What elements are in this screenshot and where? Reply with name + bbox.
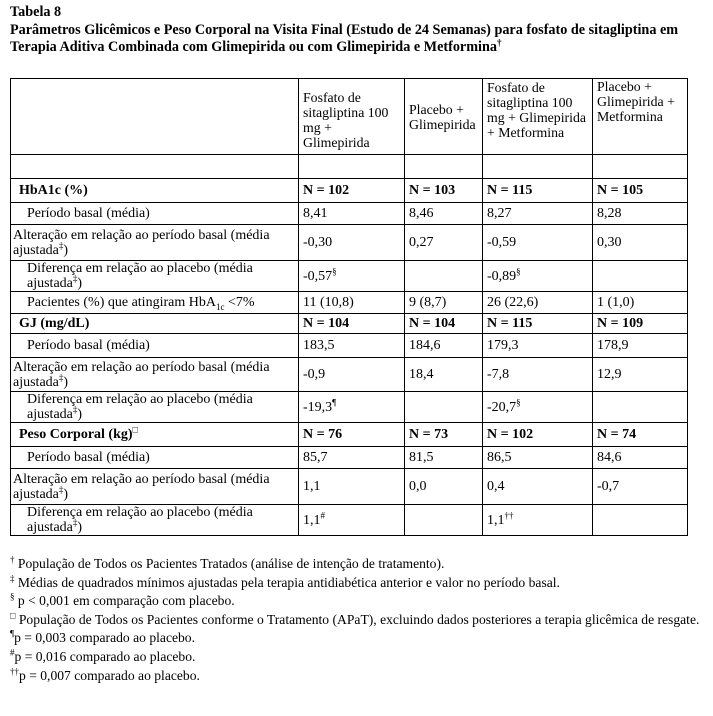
- footnote: [10, 611, 705, 630]
- footnote-mark: ‡: [58, 239, 64, 250]
- table-cell: [299, 261, 405, 292]
- footnote-text: Médias de quadrados mínimos ajustadas pela terapia antidiabética anterior e valor no período basal.: [14, 574, 560, 590]
- spacer-row: [11, 155, 688, 179]
- footnote-text: p = 0,003 comparado ao placebo.: [14, 630, 196, 646]
- footnote-text: População de Todos os Pacientes Tratados (análise de intenção de tratamento).: [14, 556, 445, 571]
- section-label: GJ (mg/dL): [11, 314, 299, 334]
- table-cell: [593, 392, 688, 423]
- cell-value: 1,1: [303, 512, 321, 528]
- table-cell: 8,41: [299, 203, 405, 225]
- footnote-mark: ‡: [72, 517, 78, 528]
- table-cell: 179,3: [483, 334, 593, 358]
- table-cell: [405, 505, 483, 536]
- spacer-cell: [299, 155, 405, 179]
- table-cell: 8,46: [405, 203, 483, 225]
- table-cell: 1 (1,0): [593, 292, 688, 314]
- footnote-mark: □: [132, 424, 138, 435]
- header-empty-cell: [11, 79, 299, 155]
- footnote-mark: ¶: [10, 628, 15, 639]
- cell-value: -19,3: [303, 399, 333, 415]
- footnote-text: População de Todos os Pacientes conforme o Tratamento (APaT), excluindo dados posteriores a terapia glicêmica de resgate.: [15, 611, 700, 627]
- table-title: [10, 4, 705, 57]
- footnote-mark: ‡: [10, 573, 15, 584]
- row-label: Período basal (média): [11, 334, 299, 358]
- table-cell: [483, 505, 593, 536]
- section-label-text: Peso Corporal (kg): [19, 427, 133, 442]
- footnote: [10, 592, 705, 611]
- footnote-mark: ‡: [72, 273, 78, 284]
- table-row: [11, 203, 688, 225]
- table-cell: 8,28: [593, 203, 688, 225]
- footnote: [10, 629, 705, 648]
- table-row: [11, 334, 688, 358]
- row-label: [11, 358, 299, 392]
- table-cell: 0,30: [593, 225, 688, 261]
- row-label-text: Alteração em relação ao período basal (média ajustada: [13, 471, 270, 502]
- table-row: [11, 505, 688, 536]
- footnote-text: p < 0,001 em comparação com placebo.: [14, 593, 235, 609]
- row-label-text: Alteração em relação ao período basal (média ajustada: [13, 227, 270, 258]
- row-label-end: ): [63, 242, 69, 258]
- table-cell: 9 (8,7): [405, 292, 483, 314]
- footnote-text: p = 0,016 comparado ao placebo.: [14, 648, 196, 664]
- table-cell: -0,30: [299, 225, 405, 261]
- column-header-2: Placebo + Glimepirida: [405, 79, 483, 155]
- table-row: [11, 261, 688, 292]
- row-label: [11, 469, 299, 505]
- row-label-subscript: 1c: [215, 301, 225, 312]
- table-cell: 12,9: [593, 358, 688, 392]
- footnote-mark: #: [320, 509, 325, 520]
- table-cell: 81,5: [405, 447, 483, 469]
- column-header-3: Fosfato de sitagliptina 100 mg + Glimepirida + Metformina: [483, 79, 593, 155]
- table-cell: [405, 392, 483, 423]
- table-row: [11, 447, 688, 469]
- cell-value: -20,7: [487, 399, 517, 415]
- table-row: [11, 469, 688, 505]
- row-label-text: Diferença em relação ao placebo (média ajustada: [27, 505, 253, 535]
- footnote-mark: §: [516, 265, 521, 276]
- section-label: HbA1c (%): [11, 179, 299, 203]
- footnote: [10, 555, 705, 574]
- table-cell: 0,27: [405, 225, 483, 261]
- footnote-mark: ††: [10, 666, 19, 677]
- table-cell: 18,4: [405, 358, 483, 392]
- row-label-text: Alteração em relação ao período basal (média ajustada: [13, 359, 270, 390]
- n-value: N = 115: [483, 314, 593, 334]
- row-label: Período basal (média): [11, 447, 299, 469]
- row-label: [11, 261, 299, 292]
- table-row: [11, 225, 688, 261]
- table-cell: 86,5: [483, 447, 593, 469]
- n-value: N = 102: [299, 179, 405, 203]
- n-value: N = 115: [483, 179, 593, 203]
- table-label: Tabela 8: [10, 4, 62, 20]
- footnote-mark: †: [10, 554, 15, 565]
- results-table: [10, 78, 688, 536]
- table-cell: 0,0: [405, 469, 483, 505]
- cell-value: -0,57: [303, 268, 333, 284]
- spacer-cell: [483, 155, 593, 179]
- footnote-mark: □: [10, 610, 16, 621]
- row-label-end: ): [63, 486, 69, 502]
- n-value: N = 105: [593, 179, 688, 203]
- table-cell: [405, 261, 483, 292]
- n-value: N = 74: [593, 423, 688, 447]
- footnote-mark: §: [10, 591, 15, 602]
- footnote-text: p = 0,007 comparado ao placebo.: [19, 667, 200, 683]
- footnote-mark: ‡: [72, 404, 78, 415]
- spacer-cell: [593, 155, 688, 179]
- column-header-1: Fosfato de sitagliptina 100 mg + Glimepirida: [299, 79, 405, 155]
- footnote-mark: ¶: [332, 396, 337, 407]
- footnotes: [10, 555, 705, 685]
- header-row: [11, 79, 688, 155]
- n-value: N = 103: [405, 179, 483, 203]
- row-label-end: ): [77, 276, 83, 291]
- row-label: [11, 505, 299, 536]
- row-label-text: Diferença em relação ao placebo (média ajustada: [27, 392, 253, 422]
- row-label-end: ): [63, 374, 69, 390]
- table-cell: [299, 392, 405, 423]
- n-value: N = 104: [299, 314, 405, 334]
- n-value: N = 104: [405, 314, 483, 334]
- row-label: Período basal (média): [11, 203, 299, 225]
- footnote-mark: #: [10, 647, 15, 658]
- table-cell: [483, 392, 593, 423]
- table-row: [11, 392, 688, 423]
- row-label: [11, 292, 299, 314]
- cell-value: 1,1: [487, 512, 505, 528]
- n-value: N = 109: [593, 314, 688, 334]
- table-caption: Parâmetros Glicêmicos e Peso Corporal na Visita Final (Estudo de 24 Semanas) para fosfato de sitagliptina em Terapia Aditiva Combinada com Glimepirida ou com Glimepirida e Metformina: [10, 21, 679, 55]
- table-cell: [593, 261, 688, 292]
- table-cell: 85,7: [299, 447, 405, 469]
- column-header-4: Placebo + Glimepirida + Metformina: [593, 79, 688, 155]
- row-label-end: <7%: [224, 295, 255, 310]
- spacer-cell: [11, 155, 299, 179]
- table-cell: [483, 261, 593, 292]
- section-label: [11, 423, 299, 447]
- footnote-mark: ††: [504, 509, 514, 520]
- row-label: [11, 225, 299, 261]
- footnote: [10, 574, 705, 593]
- table-cell: 11 (10,8): [299, 292, 405, 314]
- footnote-mark: §: [332, 265, 337, 276]
- row-label-text: Pacientes (%) que atingiram HbA: [27, 295, 216, 310]
- section-row-gj: [11, 314, 688, 334]
- footnote-mark: ‡: [58, 371, 64, 382]
- table-cell: [299, 505, 405, 536]
- table-row: [11, 358, 688, 392]
- row-label-end: ): [77, 407, 83, 422]
- table-cell: 84,6: [593, 447, 688, 469]
- table-cell: [593, 505, 688, 536]
- table-cell: 1,1: [299, 469, 405, 505]
- section-row-hba1c: [11, 179, 688, 203]
- n-value: N = 102: [483, 423, 593, 447]
- footnote: [10, 667, 705, 686]
- table-cell: 26 (22,6): [483, 292, 593, 314]
- n-value: N = 73: [405, 423, 483, 447]
- cell-value: -0,89: [487, 268, 517, 284]
- row-label-end: ): [77, 520, 83, 535]
- table-cell: 8,27: [483, 203, 593, 225]
- table-cell: 183,5: [299, 334, 405, 358]
- table-cell: -0,7: [593, 469, 688, 505]
- footnote-mark: §: [516, 396, 521, 407]
- table-cell: 0,4: [483, 469, 593, 505]
- table-cell: -0,9: [299, 358, 405, 392]
- footnote: [10, 648, 705, 667]
- table-cell: 178,9: [593, 334, 688, 358]
- table-row: [11, 292, 688, 314]
- footnote-mark: ‡: [58, 483, 64, 494]
- table-cell: 184,6: [405, 334, 483, 358]
- row-label: [11, 392, 299, 423]
- section-row-peso: [11, 423, 688, 447]
- table-cell: -7,8: [483, 358, 593, 392]
- spacer-cell: [405, 155, 483, 179]
- row-label-text: Diferença em relação ao placebo (média ajustada: [27, 261, 253, 291]
- n-value: N = 76: [299, 423, 405, 447]
- caption-footnote-mark: †: [496, 37, 502, 48]
- table-cell: -0,59: [483, 225, 593, 261]
